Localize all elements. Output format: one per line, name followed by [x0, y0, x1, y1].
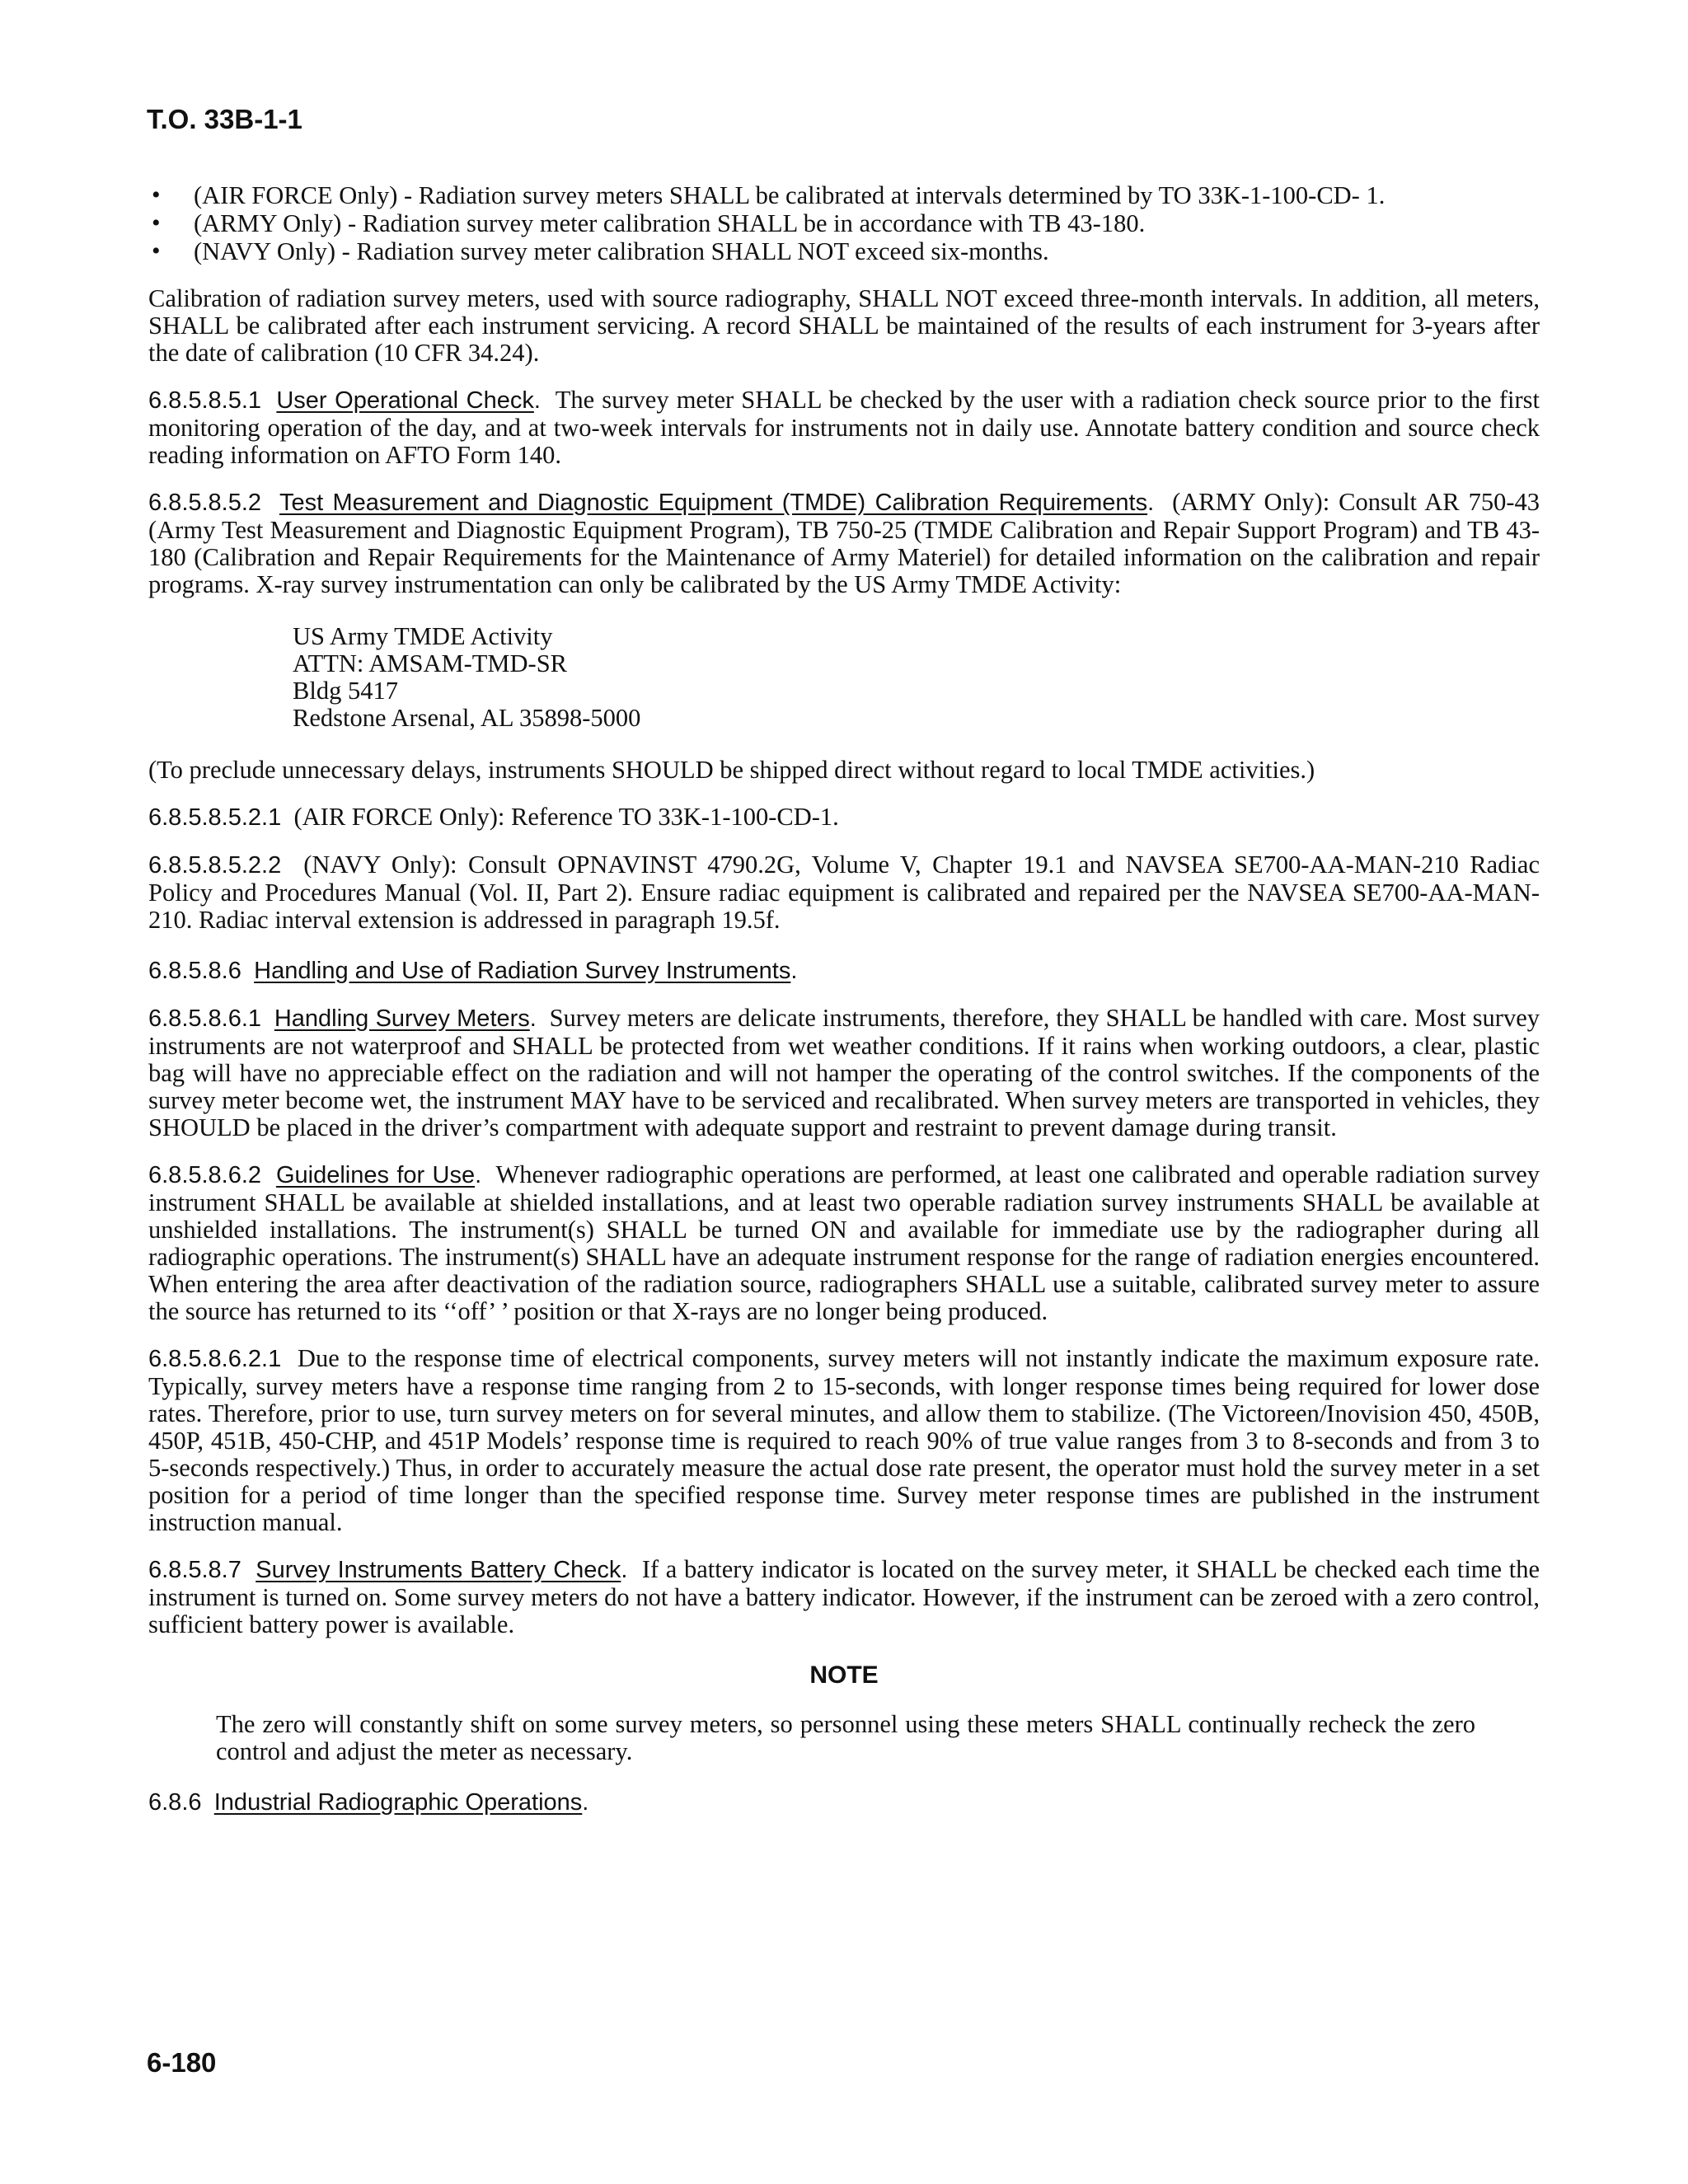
note-body: The zero will constantly shift on some survey meters, so personnel using these meters SHALL continually recheck the zero control and adjust the meter as necessary.	[216, 1710, 1475, 1765]
section-title: Industrial Radiographic Operations	[213, 1789, 583, 1816]
bullet-icon: •	[152, 181, 161, 209]
document-id: T.O. 33B-1-1	[147, 104, 302, 134]
section-number: 6.8.5.8.7	[148, 1557, 241, 1583]
bullet-icon: •	[152, 237, 161, 265]
section-body: If a battery indicator is located on the survey meter, it SHALL be checked each time the instrument is turned on. Some survey meters do not have a battery indicator. However, if the instrument can be zeroed with a zero control, sufficient battery power is available.	[148, 1555, 1540, 1638]
address-line: Redstone Arsenal, AL 35898-5000	[293, 704, 641, 732]
section-body: (ARMY Only): Consult AR 750-43 (Army Test Measurement and Diagnostic Equipment Program), TB 750-25 (TMDE Calibration and Repair Support Program) and TB 43-180 (Calibration and Repair Requirements for the Maintenance of Army Materiel) for detailed information on the calibration and repair programs. X-ray survey instrumentation can only be calibrated by the US Army TMDE Activity:	[148, 488, 1540, 598]
bullet-icon: •	[152, 209, 161, 237]
section-title: Handling Survey Meters	[274, 1005, 530, 1032]
address-line: US Army TMDE Activity	[293, 622, 553, 650]
tmde-address	[293, 623, 1540, 732]
section-686: 6.8.6 Industrial Radiographic Operations.	[148, 1789, 589, 1816]
section-body: Whenever radiographic operations are performed, at least one calibrated and operable radiation survey instrument SHALL be available at shielded installations, and at least two operable radiation survey instruments SHALL be available at unshielded installations. The instrument(s) SHALL be turned ON and available for immediate use by the radiographer during all radiographic operations. The instrument(s) SHALL have an adequate instrument response for the range of radiation energies encountered. When entering the area after deactivation of the radiation source, radiographers SHALL use a suitable, calibrated survey meter to assure the source has returned to its ‘‘off’ ’ position or that X-rays are no longer being produced.	[148, 1160, 1540, 1325]
section-number: 6.8.5.8.6.1	[148, 1005, 262, 1032]
section-number: 6.8.5.8.6.2.1	[148, 1346, 282, 1372]
list-item: • (NAVY Only) - Radiation survey meter calibration SHALL NOT exceed six-months.	[152, 237, 1049, 265]
section-title: User Operational Check	[276, 387, 534, 414]
section-number: 6.8.6	[148, 1789, 202, 1816]
section-number: 6.8.5.8.6	[148, 958, 241, 984]
calibration-paragraph: Calibration of radiation survey meters, used with source radiography, SHALL NOT exceed three-month intervals. In addition, all meters, SHALL be calibrated after each instrument servicing. A record SHALL be maintained of the results of each instrument for 3-years after the date of calibration (10 CFR 34.24).	[148, 284, 1540, 367]
page-number: 6-180	[147, 2047, 217, 2078]
page-content	[148, 181, 1540, 1816]
list-item: • (AIR FORCE Only) - Radiation survey meters SHALL be calibrated at intervals determined by TO 33K-1-100-CD- 1.	[152, 181, 1386, 209]
section-number: 6.8.5.8.6.2	[148, 1162, 262, 1188]
address-line: Bldg 5417	[293, 677, 398, 705]
section-title: Test Measurement and Diagnostic Equipment (TMDE) Calibration Requirements	[279, 490, 1148, 516]
section-body: Survey meters are delicate instruments, therefore, they SHALL be handled with care. Most survey instruments are not waterproof and SHALL be protected from wet weather conditions. If it rains when working outdoors, a clear, plastic bag will have no appreciable effect on the radiation and will not hamper the operating of the control switches. If the components of the survey meter become wet, the instrument MAY have to be serviced and recalibrated. When survey meters are transported in vehicles, they SHOULD be placed in the driver’s compartment with adequate support and restraint to prevent damage during transit.	[148, 1004, 1540, 1141]
section-6858852: 6.8.5.8.5.2 Test Measurement and Diagnostic Equipment (TMDE) Calibration Requirements. (ARMY Only): Consult AR 750-43 (Army Test Measurement and Diagnostic Equipment Program), TB 750-25 (TMDE Calibration and Repair Support Program) and TB 43-180 (Calibration and Repair Requirements for the Maintenance of Army Materiel) for detailed information on the calibration and repair programs. X-ray survey instrumentation can only be calibrated by the US Army TMDE Activity:	[148, 488, 1540, 598]
section-68588521	[148, 804, 1540, 832]
section-body: (NAVY Only): Consult OPNAVINST 4790.2G, Volume V, Chapter 19.1 and NAVSEA SE700-AA-MAN-210 Radiac Policy and Procedures Manual (Vol. II, Part 2). Ensure radiac equipment is calibrated and repaired per the NAVSEA SE700-AA-MAN-210. Radiac interval extension is addressed in paragraph 19.5f.	[148, 851, 1540, 934]
section-title: Handling and Use of Radiation Survey Instruments	[254, 958, 791, 984]
section-body: The survey meter SHALL be checked by the user with a radiation check source prior to the first monitoring operation of the day, and at two-week intervals for instruments not in daily use. Annotate battery condition and source check reading information on AFTO Form 140.	[148, 386, 1540, 469]
section-6858862: 6.8.5.8.6.2 Guidelines for Use. Whenever radiographic operations are performed, at least one calibrated and operable radiation survey instrument SHALL be available at shielded installations, and at least two operable radiation survey instruments SHALL be available at unshielded installations. The instrument(s) SHALL be turned ON and available for immediate use by the radiographer during all radiographic operations. The instrument(s) SHALL have an adequate instrument response for the range of radiation energies encountered. When entering the area after deactivation of the radiation source, radiographers SHALL use a suitable, calibrated survey meter to assure the source has returned to its ‘‘off’ ’ position or that X-rays are no longer being produced.	[148, 1160, 1540, 1325]
address-line: ATTN: AMSAM-TMD-SR	[293, 649, 567, 677]
section-6858851: 6.8.5.8.5.1 User Operational Check. The survey meter SHALL be checked by the user with a radiation check source prior to the first monitoring operation of the day, and at two-week intervals for instruments not in daily use. Annotate battery condition and source check reading information on AFTO Form 140.	[148, 386, 1540, 469]
section-number: 6.8.5.8.5.1	[148, 387, 262, 414]
section-body: Due to the response time of electrical components, survey meters will not instantly indicate the maximum exposure rate. Typically, survey meters have a response time ranging from 2 to 15-seconds, with longer response times being required for lower dose rates. Therefore, prior to use, turn survey meters on for several minutes, and allow them to stabilize. (The Victoreen/Inovision 450, 450B, 450P, 451B, 450-CHP, and 451P Models’ response time is required to reach 90% of true value ranges from 3 to 8-seconds and from 3 to 5-seconds respectively.) Thus, in order to accurately measure the actual dose rate present, the operator must hold the survey meter in a set position for a period of time longer than the specified response time. Survey meter response times are published in the instrument instruction manual.	[148, 1344, 1540, 1536]
preclude-paragraph: (To preclude unnecessary delays, instruments SHOULD be shipped direct without regard to local TMDE activities.)	[148, 756, 1315, 784]
list-item: • (ARMY Only) - Radiation survey meter calibration SHALL be in accordance with TB 43-180.	[152, 209, 1146, 237]
section-number: 6.8.5.8.5.2	[148, 490, 262, 516]
section-685886: 6.8.5.8.6 Handling and Use of Radiation Survey Instruments.	[148, 958, 798, 984]
service-calibration-bullets	[148, 181, 1540, 265]
section-body: (AIR FORCE Only): Reference TO 33K-1-100-CD-1.	[293, 803, 839, 831]
section-number: 6.8.5.8.5.2.1	[148, 804, 282, 831]
section-685887: 6.8.5.8.7 Survey Instruments Battery Check. If a battery indicator is located on the survey meter, it SHALL be checked each time the instrument is turned on. Some survey meters do not have a battery indicator. However, if the instrument can be zeroed with a zero control, sufficient battery power is available.	[148, 1555, 1540, 1638]
section-68588522	[148, 851, 1540, 934]
section-title: Guidelines for Use	[275, 1162, 476, 1188]
section-6858861: 6.8.5.8.6.1 Handling Survey Meters. Survey meters are delicate instruments, therefore, they SHALL be handled with care. Most survey instruments are not waterproof and SHALL be protected from wet weather conditions. If it rains when working outdoors, a clear, plastic bag will have no appreciable effect on the radiation and will not hamper the operating of the control switches. If the components of the survey meter become wet, the instrument MAY have to be serviced and recalibrated. When survey meters are transported in vehicles, they SHOULD be placed in the driver’s compartment with adequate support and restraint to prevent damage during transit.	[148, 1004, 1540, 1141]
section-number: 6.8.5.8.5.2.2	[148, 852, 282, 879]
note-heading: NOTE	[809, 1661, 879, 1689]
section-title: Survey Instruments Battery Check	[256, 1557, 621, 1583]
section-68588621	[148, 1345, 1540, 1536]
